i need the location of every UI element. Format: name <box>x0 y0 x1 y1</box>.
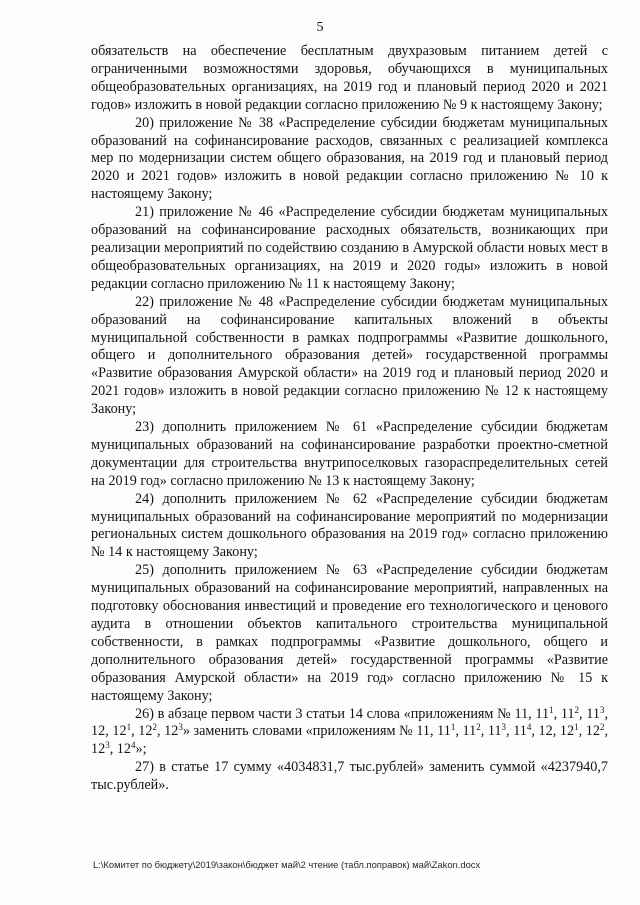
para26-text: 26) в абзаце первом части 3 статьи 14 слова «приложениям № 11, 11 <box>135 705 550 722</box>
superscript: 2 <box>574 704 580 715</box>
superscript: 4 <box>130 740 136 751</box>
paragraph-item-20: 20) приложение № 38 «Распределение субсидии бюджетам муниципальных образований на софинансирование расходов, связанных с реализацией комплекса мер по модернизации систем общего образования, на 2019 год и плановый период 2020 и 2021 годов» изложить в новой редакции согласно приложению № 10 к настоящему Закону; <box>91 114 608 203</box>
superscript: 4 <box>526 722 532 733</box>
superscript: 1 <box>549 704 554 715</box>
para26-text: , 12 <box>109 741 131 758</box>
paragraph-item-23: 23) дополнить приложением № 61 «Распределение субсидии бюджетам муниципальных образований на софинансирование разработки проектно-сметной документации для строительства внутрипоселковых газораспределительных сетей на 2019 год» согласно приложению № 13 к настоящему Закону; <box>91 419 608 489</box>
para26-text: , 12 <box>156 723 179 740</box>
para26-text: , 12 <box>91 723 609 758</box>
para26-text: , 12 <box>131 723 153 740</box>
superscript: 2 <box>476 722 481 733</box>
para26-text: , 12, 12 <box>91 705 608 740</box>
para26-text: »; <box>135 741 147 758</box>
para26-text: , 11 <box>506 723 527 740</box>
page-number: 5 <box>316 20 324 35</box>
para26-text: , 12 <box>578 723 600 740</box>
superscript: 2 <box>152 722 157 733</box>
para26-text: , 11 <box>553 705 575 722</box>
superscript: 3 <box>178 722 183 733</box>
superscript: 3 <box>105 740 110 751</box>
superscript: 1 <box>450 722 456 733</box>
para26-text: , 11 <box>455 723 477 740</box>
para26-text: , 12, 12 <box>531 723 575 740</box>
paragraph-item-27: 27) в статье 17 сумму «4034831,7 тыс.рублей» заменить суммой «4237940,7 тыс.рублей». <box>91 759 608 794</box>
para26-text: » заменить словами «приложениям № 11, 11 <box>182 723 451 740</box>
document-body <box>91 43 608 795</box>
superscript: 3 <box>599 704 605 715</box>
paragraph-item-24: 24) дополнить приложением № 62 «Распределение субсидии бюджетам муниципальных образований на софинансирование мероприятий по модернизации региональных систем дошкольного образования на 2019 год» согласно приложению № 14 к настоящему Закону; <box>91 490 608 561</box>
paragraph-item-26 <box>91 706 608 760</box>
file-path-footer: L:\Комитет по бюджету\2019\закон\бюджет май\2 чтение (табл.поправок) май\Zakon.docx <box>93 859 481 870</box>
paragraph-continuation: обязательств на обеспечение бесплатным двухразовым питанием детей с ограниченными возможностями здоровья, обучающихся в муниципальных общеобразовательных организациях, на 2019 год и плановый период 2020 и 2021 годов» изложить в новой редакции согласно приложению № 9 к настоящему Закону; <box>91 43 608 113</box>
para26-text: , 11 <box>480 723 502 740</box>
superscript: 3 <box>501 722 507 733</box>
superscript: 1 <box>126 722 132 733</box>
para26-text: , 11 <box>579 705 600 722</box>
superscript: 1 <box>574 722 579 733</box>
paragraph-item-21: 21) приложение № 46 «Распределение субсидии бюджетам муниципальных образований на софинансирование расходных обязательств, возникающих при реализации мероприятий по содействию созданию в Амурской области новых мест в общеобразовательных организациях, на 2019 и 2020 годы» изложить в новой редакции согласно приложению № 11 к настоящему Закону; <box>91 204 608 292</box>
paragraph-item-22: 22) приложение № 48 «Распределение субсидии бюджетам муниципальных образований на софинансирование капитальных вложений в объекты муниципальной собственности в рамках подпрограммы «Развитие дошкольного, общего и дополнительного образования детей» государственной программы «Развитие образования Амурской области» на 2019 год и плановый период 2020 и 2021 годов» изложить в новой редакции согласно приложению № 12 к настоящему Закону; <box>91 293 608 418</box>
paragraph-item-25: 25) дополнить приложением № 63 «Распределение субсидии бюджетам муниципальных образований на софинансирование мероприятий, направленных на подготовку обоснования инвестиций и проведение его технологического и ценового аудита в отношении объектов капитального строительства муниципальной собственности, в рамках подпрограммы «Развитие дошкольного, общего и дополнительного образования детей» государственной программы «Развитие образования Амурской области» на 2019 год» согласно приложению № 15 к настоящему Закону; <box>91 562 608 704</box>
superscript: 2 <box>599 722 605 733</box>
